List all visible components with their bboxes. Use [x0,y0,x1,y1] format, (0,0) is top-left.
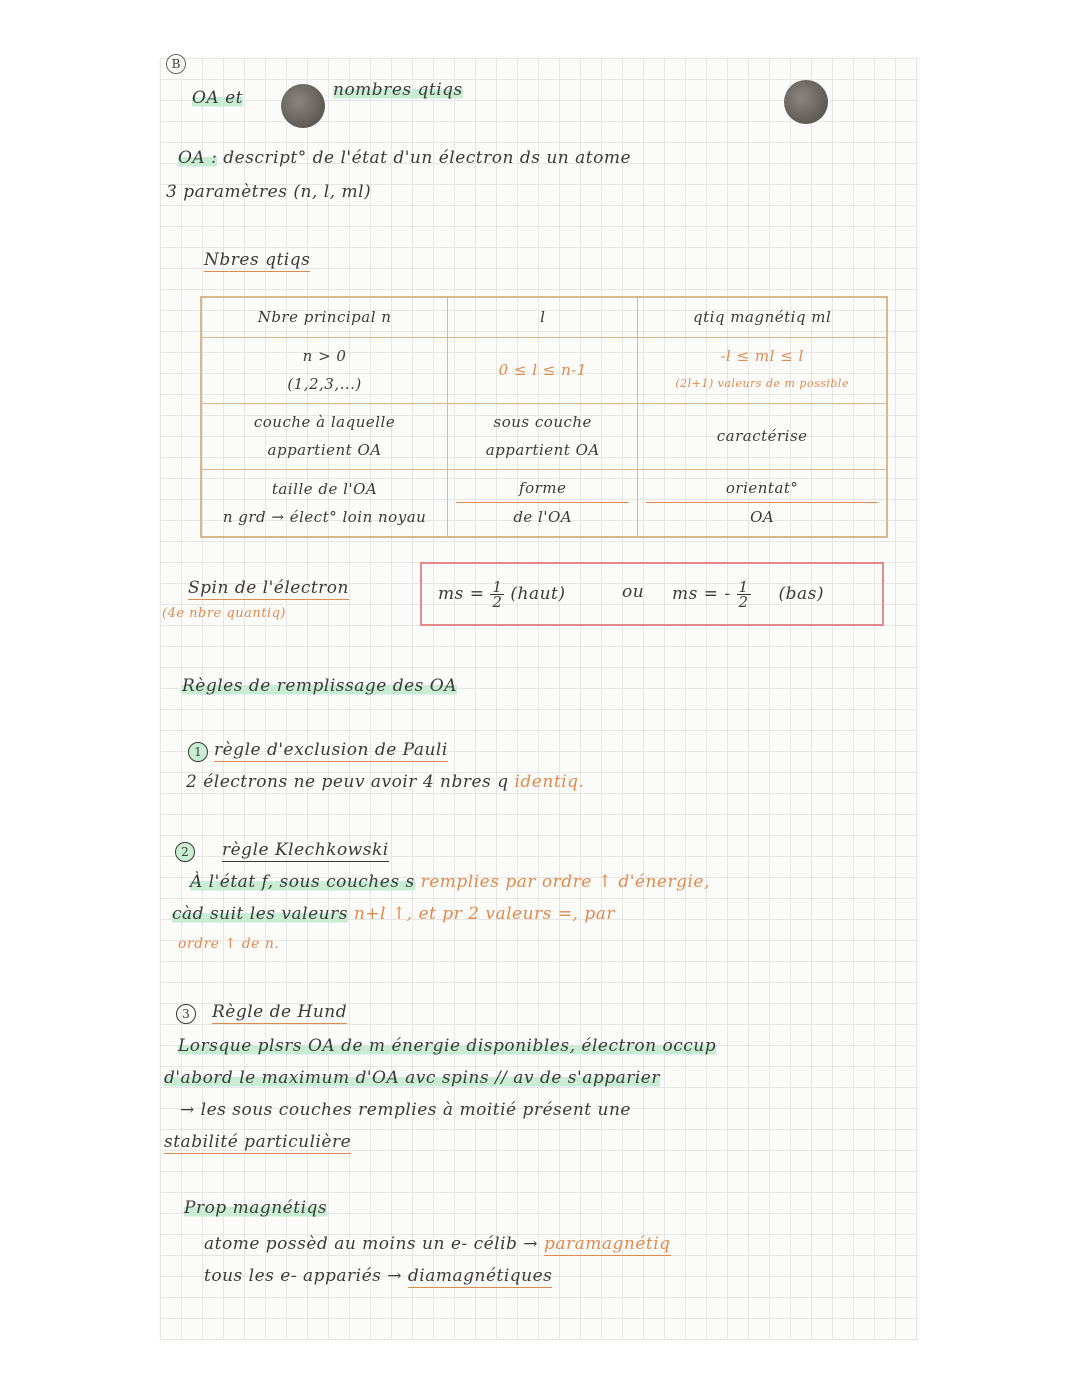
table-cell-line: couche à laquelle [253,413,396,431]
table-row [201,297,887,337]
table-cell-line: forme [456,474,629,503]
ms-down: ms = - $\frac{1}{2} (bas)$ [672,578,825,611]
table-cell [201,297,448,337]
intro-line-1: OA : descript° de l'état d'un électron ds un atome [178,148,632,168]
rule3-line-2: d'abord le maximum d'OA avc spins // av de s'apparier [164,1068,660,1088]
spin-label: Spin de l'électron [188,578,349,598]
table-cell-line: Nbre principal n [257,308,392,327]
rule3-title: Règle de Hund [212,1002,348,1022]
magnetic-line-2: tous les e- appariés → diamagnétiques [204,1266,553,1286]
table-cell-line: 0 ≤ l ≤ n-1 [498,361,587,379]
rule2-line-2: càd suit les valeurs n+l ↑, et pr 2 valeurs =, par [172,904,616,924]
table-cell-line: appartient OA [485,441,600,459]
rule2-number: 2 [175,842,195,862]
title-left: OA et [192,88,244,108]
table-cell-line: (1,2,3,...) [287,375,362,393]
spin-sublabel: (4e nbre quantiq) [162,606,286,621]
table-cell [638,403,887,469]
ms-up: ms = $\frac{1}{2}$ (haut) [438,578,566,611]
table-row [201,403,887,469]
table-row [201,469,887,537]
rule1-number: 1 [188,742,208,762]
table-cell-line: caractérise [716,427,808,445]
magnetic-line-1: atome possèd au moins un e- célib → paramagnétiq [204,1234,671,1254]
table-cell-line: n grd → élect° loin noyau [222,507,427,526]
rule3-line-1: Lorsque plsrs OA de m énergie disponibles, électron occup [178,1036,717,1056]
rule1-text: 2 électrons ne peuv avoir 4 nbres q identiq. [186,772,585,792]
table-cell-line: -l ≤ ml ≤ l [720,347,804,365]
intro-line-2: 3 paramètres (n, l, ml) [166,182,372,202]
table-cell [638,337,887,403]
rule3-line-4: stabilité particulière [164,1132,352,1152]
binder-hole-left [281,84,325,128]
table-cell-line: appartient OA [267,441,382,459]
quantum-numbers-table [200,296,888,538]
table-heading: Nbres qtiqs [204,250,311,270]
table-cell [638,297,887,337]
table-cell-line: orientat° [646,474,878,503]
table-cell [201,403,448,469]
rule1-title: règle d'exclusion de Pauli [214,740,448,760]
table-cell-line: n > 0 [302,347,347,365]
table-cell-line: sous couche [493,413,592,431]
binder-hole-right [784,80,828,124]
magnetic-heading: Prop magnétiqs [184,1198,328,1218]
table-cell-line: l [540,308,546,327]
table-cell [201,337,448,403]
table-cell-line: OA [750,508,775,527]
table-cell [448,337,638,403]
or-word: ou [622,582,645,602]
spin-box [420,562,884,626]
rule2-line-3: ordre ↑ de n. [178,936,280,952]
table-row [201,337,887,403]
table-cell-line: taille de l'OA [271,479,378,498]
table-cell [448,297,638,337]
table-cell-line: de l'OA [513,508,573,527]
fraction-down: $\frac{1}{2}$ [738,578,749,611]
rule2-title: règle Klechkowski [222,840,389,860]
rules-heading: Règles de remplissage des OA [182,676,457,696]
table-cell [201,469,448,537]
fraction-up: $\frac{1}{2}$ [492,578,503,611]
rule2-line-1: À l'état f, sous couches s remplies par ordre ↑ d'énergie, [190,872,710,892]
title-right: nombres qtiqs [333,80,463,100]
section-mark: B [166,54,186,74]
table-cell [638,469,887,537]
table-cell [448,469,638,537]
rule3-line-3: → les sous couches remplies à moitié présent une [180,1100,631,1120]
table-cell-line: (2l+1) valeurs de m possible [675,377,849,390]
rule3-number: 3 [176,1004,196,1024]
table-cell-line: qtiq magnétiq ml [693,308,832,327]
table-cell [448,403,638,469]
